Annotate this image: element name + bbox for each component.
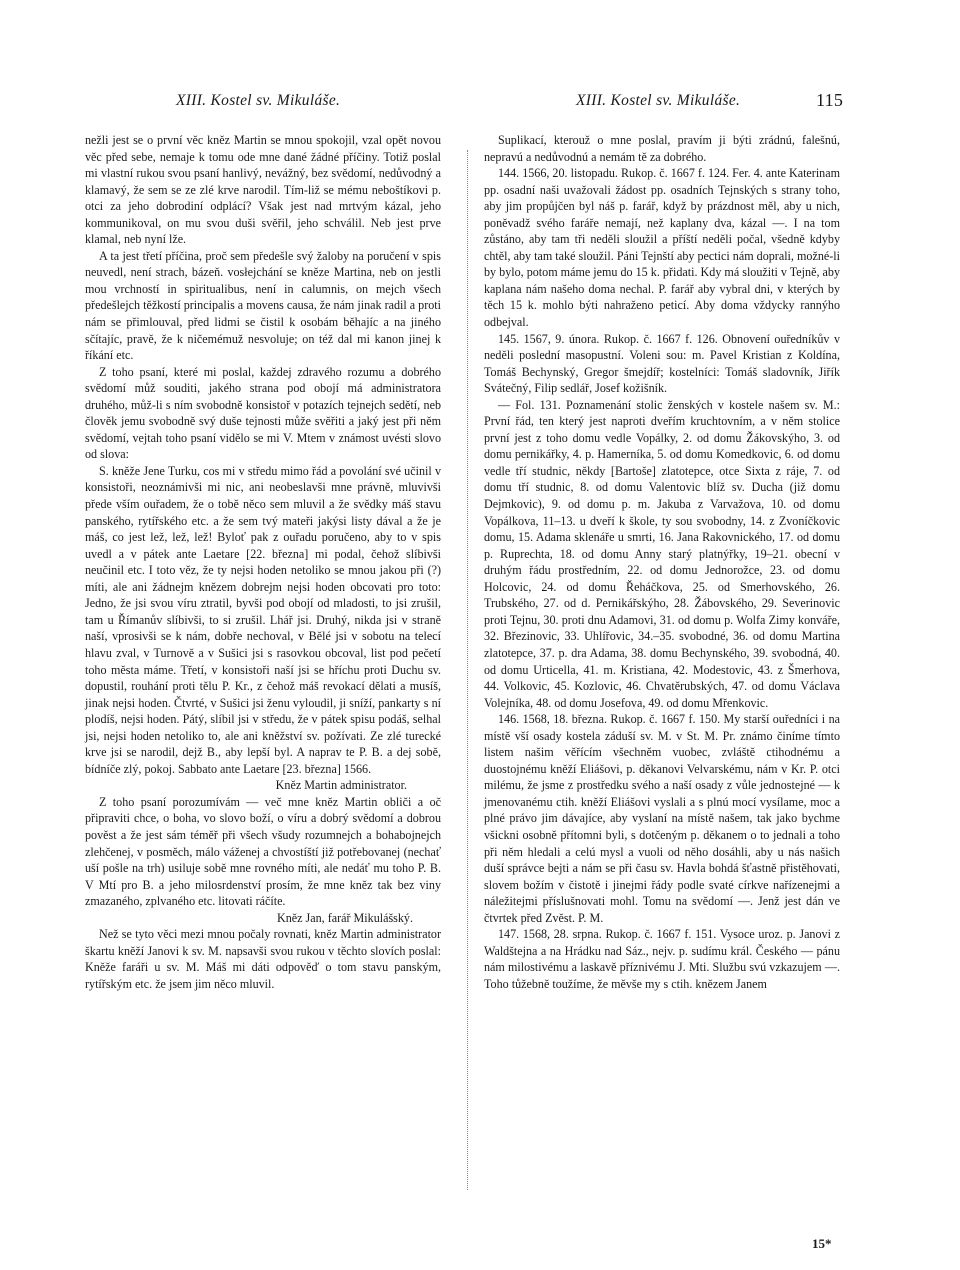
- quoted-letter: S. kněže Jene Turku, cos mi v středu mimo řád a povolání své učinil v konsistoři, neoznámivši mi nic, ani neobeslavši mne právně, mluvivši přede vším ouřadem, že o tobě něco sem mluvil a že svědky máš stavu panského, rytířského etc. a že sem tvý mateři jakýsi listy dával a že je máš, co jest lež, lež, lež! Byloť pak z ouřadu poručeno, aby to v spis uvedl a v pátek ante Laetare [22. března] mi podal, čehož slíbivši neučinil etc. I toto věz, že ty nejsi hoden netoliko se mnou jakou při (?) míti, ale ani žádnejm knězem dobrejm nejsi hoden obcovati pro toto: Jedno, že jsi svou víru ztratil, byvši pod obojí od mladosti, to jsi zrušil, tam u Římanův slíbivši, to si zrušil. Lhář jsi. Druhý, nikda jsi v straně naší, vprosivši se k nám, dobře nechoval, v Bělé jsi v sobotu na telecí hlavu zval, v Turnově a v Sušici jsi s rasovkou obcoval, list pod pečetí toho města máme. Třetí, v konsistoři naší jsi se hříchu proti Duchu sv. dopustil, rouhání proti tělu P. Kr., z čehož máš revokací dělati a musíš, jinak nejsi hoden. Čtvrté, v Sušici jsi ženu vyloudil, ji sníží, pankarty s ní plodíš, nejsi hoden. Pátý, slíbil jsi v středu, že v pátek spisu podáš, selhal jsi, nejsi hoden netoliko to, ale ani kněžství sv. požívati. Ze zlé turecké krve jsi se narodil, dejž B., aby lepší byl. A naprav te P. B. a dej sobě, bídníče zlý, pokoj. Sabbato ante Laetare [23. března] 1566.: [85, 463, 441, 776]
- running-title-left: XIII. Kostel sv. Mikuláše.: [176, 92, 341, 109]
- paragraph: A ta jest třetí příčina, proč sem předešle svý žaloby na poručení v spis neuvedl, není strach, bázeň. vosłejchání se kněze Martina, neb on jestli mou vrchností in spiritualibus, není in calumnis, on mejch všech předešlejch těžkostí principalis a movens causa, že nám jinak radil a proti nám se přimlouval, před lidmi se čistil k osobám běhajíc a na jiného sčítajíc, pravě, že k ničemémuž nesvoluje; on též dal mi kanon jinej k říkání etc.: [85, 248, 441, 363]
- running-title-right: XIII. Kostel sv. Mikuláše.: [576, 92, 741, 109]
- signature-line: Kněz Martin administrator.: [275, 778, 407, 793]
- paragraph: Z toho psaní, které mi poslal, každej zdravého rozumu a dobrého svědomí můž souditi, jakého strana pod obojí má administratora druhého, můž-li s ním svobodně konsistoř v potazích tejnejch sedětí, neb člověk jemu svobodně svý duše tejnosti může svěřiti a jaký jest při něm svědomí, vejtah toho psaní vidělo se mi V. Mtem v známost uvésti slovo od slova:: [85, 364, 441, 462]
- signature-line: Kněz Jan, farář Mikulášský.: [276, 910, 413, 925]
- entry-146: 146. 1568, 18. března. Rukop. č. 1667 f. 150. My starší ouředníci i na místě vší osady kostela záduší sv. M. v St. M. Pr. známo činíme tímto listem našim věřícím všechněm vuobec, zvláště ctihodnému a duostojnému kněží Eliášovi, p. děkanovi Velvarskému, nám v Kr. P. otci milému, že jsme z prostředku svého a naší osady z vůle jednostejné — k jmenovanému ctih. kněží Eliášovi vyslali a s plnú mocí vysílame, moc a plné právo jim dávajíce, aby vyslaní na místě našem, tak jako bychme všickni osobně přítomni byli, s dotčeným p. děkanem o to jednali a toho při něm hledali a celú mysl a vuoli od něho dosáhli, aby u nás našich duší správce bejti a nám se při času sv. Havla bohdá šťastně přistěhovati, slovem božím v čistotě i jinejmi řády podle svaté církve nařízenejmi a náležitejmi příslušnovati mohl. Tomu na svědomí —. Jenž jest dán ve čtvrtek před Zvěst. P. M.: [484, 712, 840, 925]
- left-column: [85, 132, 441, 992]
- column-divider: [467, 150, 469, 1190]
- paragraph: nežli jest se o první věc kněz Martin se mnou spokojil, vzal opět novou věc před sebe, nemaje k tomu ode mne dané žádné příčiny. Totiž poslal mi vlastní rukou svou psaní hanlivý, nevážný, bez svědomí, nedůvodný a klamavý, že sem se ze zlé krve narodil. Tím-liž se mému neboštíkovi p. otci za jeho dobrodiní odplácí? Však jest nad mrtvým kázal, jeho kommunikoval, on mu svou duši svěřil, jeho schválil. Neb jest prve klamal, neb nyní lže.: [85, 133, 441, 247]
- right-column: [484, 132, 840, 992]
- paragraph: Než se tyto věci mezi mnou počaly rovnati, kněz Martin administrator škartu kněží Janovi k sv. M. napsavši svou rukou v těchto slovích poslal: Kněže faráři u sv. M. Máš mi dáti odpověď o tom stavu panským, rytířským etc. že jsem jim něco mluvil.: [85, 927, 441, 991]
- paragraph: Suplikací, kterouž o mne poslal, pravím ji býti zrádnú, falešnú, nepravú a nedůvodnú a nemám tě za dobrého.: [484, 133, 840, 164]
- entry-147: 147. 1568, 28. srpna. Rukop. č. 1667 f. 151. Vysoce uroz. p. Janovi z Waldštejna a na Hrádku nad Sáz., nejv. p. sudímu král. Českého — pánu nám milostivému a laskavě příznivému J. Mti. Službu svú vzkazujem —. Toho tůžebně toužíme, že měvše my s ctih. knězem Janem: [484, 927, 840, 991]
- entry-fol-131: — Fol. 131. Poznamenání stolic ženských v kostele našem sv. M.: První řád, ten který jest naproti dveřím kruchtovním, a v něm stolice první jest z toho domu vedle Vopálky, 2. od domu Žákovskýho, 3. od domu pernikářky, 4. p. Hamerníka, 5. od domu Komedkovic, 6. od domu vedle tří studnic, někdy [Bartoše] zlatotepce, otce Sixta z ráje, 7. od domu tří studnic, 8. od domu Valentovic blíž sv. Ducha (již domu Dejmkovic), 9. od domu p. m. Jakuba z Varvažova, 10. od domu Vopálkova, 11–13. u dveří k škole, ty sou svobodny, 14. z Zvoníčkovic domu, 15. Adama sklenáře u smrti, 16. Jana Rakovnického, 17. od domu p. Ruprechta, 18. od domu Anny starý platnýřky, 19–21. obecní v druhým řádu prostředním, 22. od domu Jednorožce, 23. od domu Holcovic, 24. od domu Řeháčkova, 25. od Smerhovského, 26. Trubského, 27. od d. Pernikářskýho, 28. Žábovského, 29. Severinovic proti Tejnu, 30. proti dnu Adamovi, 31. od domu p. Wolfa Zimy konváře, 32. Březinovic, 33. Uhlířovic, 34.–35. svobodné, 36. od domu Martina zlatotepce, 37. p. dra Adama, 38. domu Bechynského, 39. svobodná, 40. od domu Urticella, 41. m. Kristiana, 42. Modestovic, 43. z Šmerhova, 44. Volkovic, 45. Kozlovic, 46. Chvatěrubských, 47. od domu Václava Volejníka, 48. od domu Josefova, 49. od domu Mřenkovic.: [484, 397, 840, 710]
- running-header: [0, 92, 960, 122]
- paragraph: Z toho psaní porozumívám — več mne kněz Martin obliči a oč připraviti chce, o boha, vo slovo boží, o víru a dobrý svědomí a dobrou pověst a že jest sám téměř při všech všudy rozumnejch a bohabojnejch zlehčenej, v posměch, málo váženej a chvostíští již potřebovanej (nechať uší pošle na trh) usiluje sobě mne rovného míti, ale nedáť mu toho P. B. V Mtí pro B. a jeho milosrdenství prosím, že mne kněz tak bez viny zmazaného, zplvaného etc. litovati ráčíte.: [85, 794, 441, 909]
- page-number: 115: [816, 90, 844, 110]
- entry-145: 145. 1567, 9. února. Rukop. č. 1667 f. 126. Obnovení ouředníkův v neděli poslední masopustní. Voleni sou: m. Pavel Kristian z Koldína, Tomáš Bechynský, Gregor šmejdíř; kostelníci: Tomáš sladovník, Jiřík Svátečný, Filip sedlář, Josef kožišník.: [484, 331, 840, 396]
- signature-mark: 15*: [812, 1236, 832, 1251]
- entry-144: 144. 1566, 20. listopadu. Rukop. č. 1667 f. 124. Fer. 4. ante Katerinam pp. osadní naši uvažovali žádost pp. osadních Tejnských s strany toho, aby jim propůjčen byl náš p. farář, když by prázdnost měl, aby u nich, poněvadž svého faráře nemají, než kaplany dva, kázal —. I na tom zůstáno, aby tam tři neděli sloužil a příští neděli počal, všedně kdyby chtěl, aby tam také sloužil. Páni Tejnští aby pectici nám doprali, možné-li by bylo, potom máme jemu do 15 k. přidati. Kdy má sloužiti v Tejně, aby kaplana nám našeho doma nechal. P. farář aby vybral dni, v kterých by těch 15 k. mohlo býti nahraženo peticí. Aby doma vždycky rannýho odbejval.: [484, 166, 840, 330]
